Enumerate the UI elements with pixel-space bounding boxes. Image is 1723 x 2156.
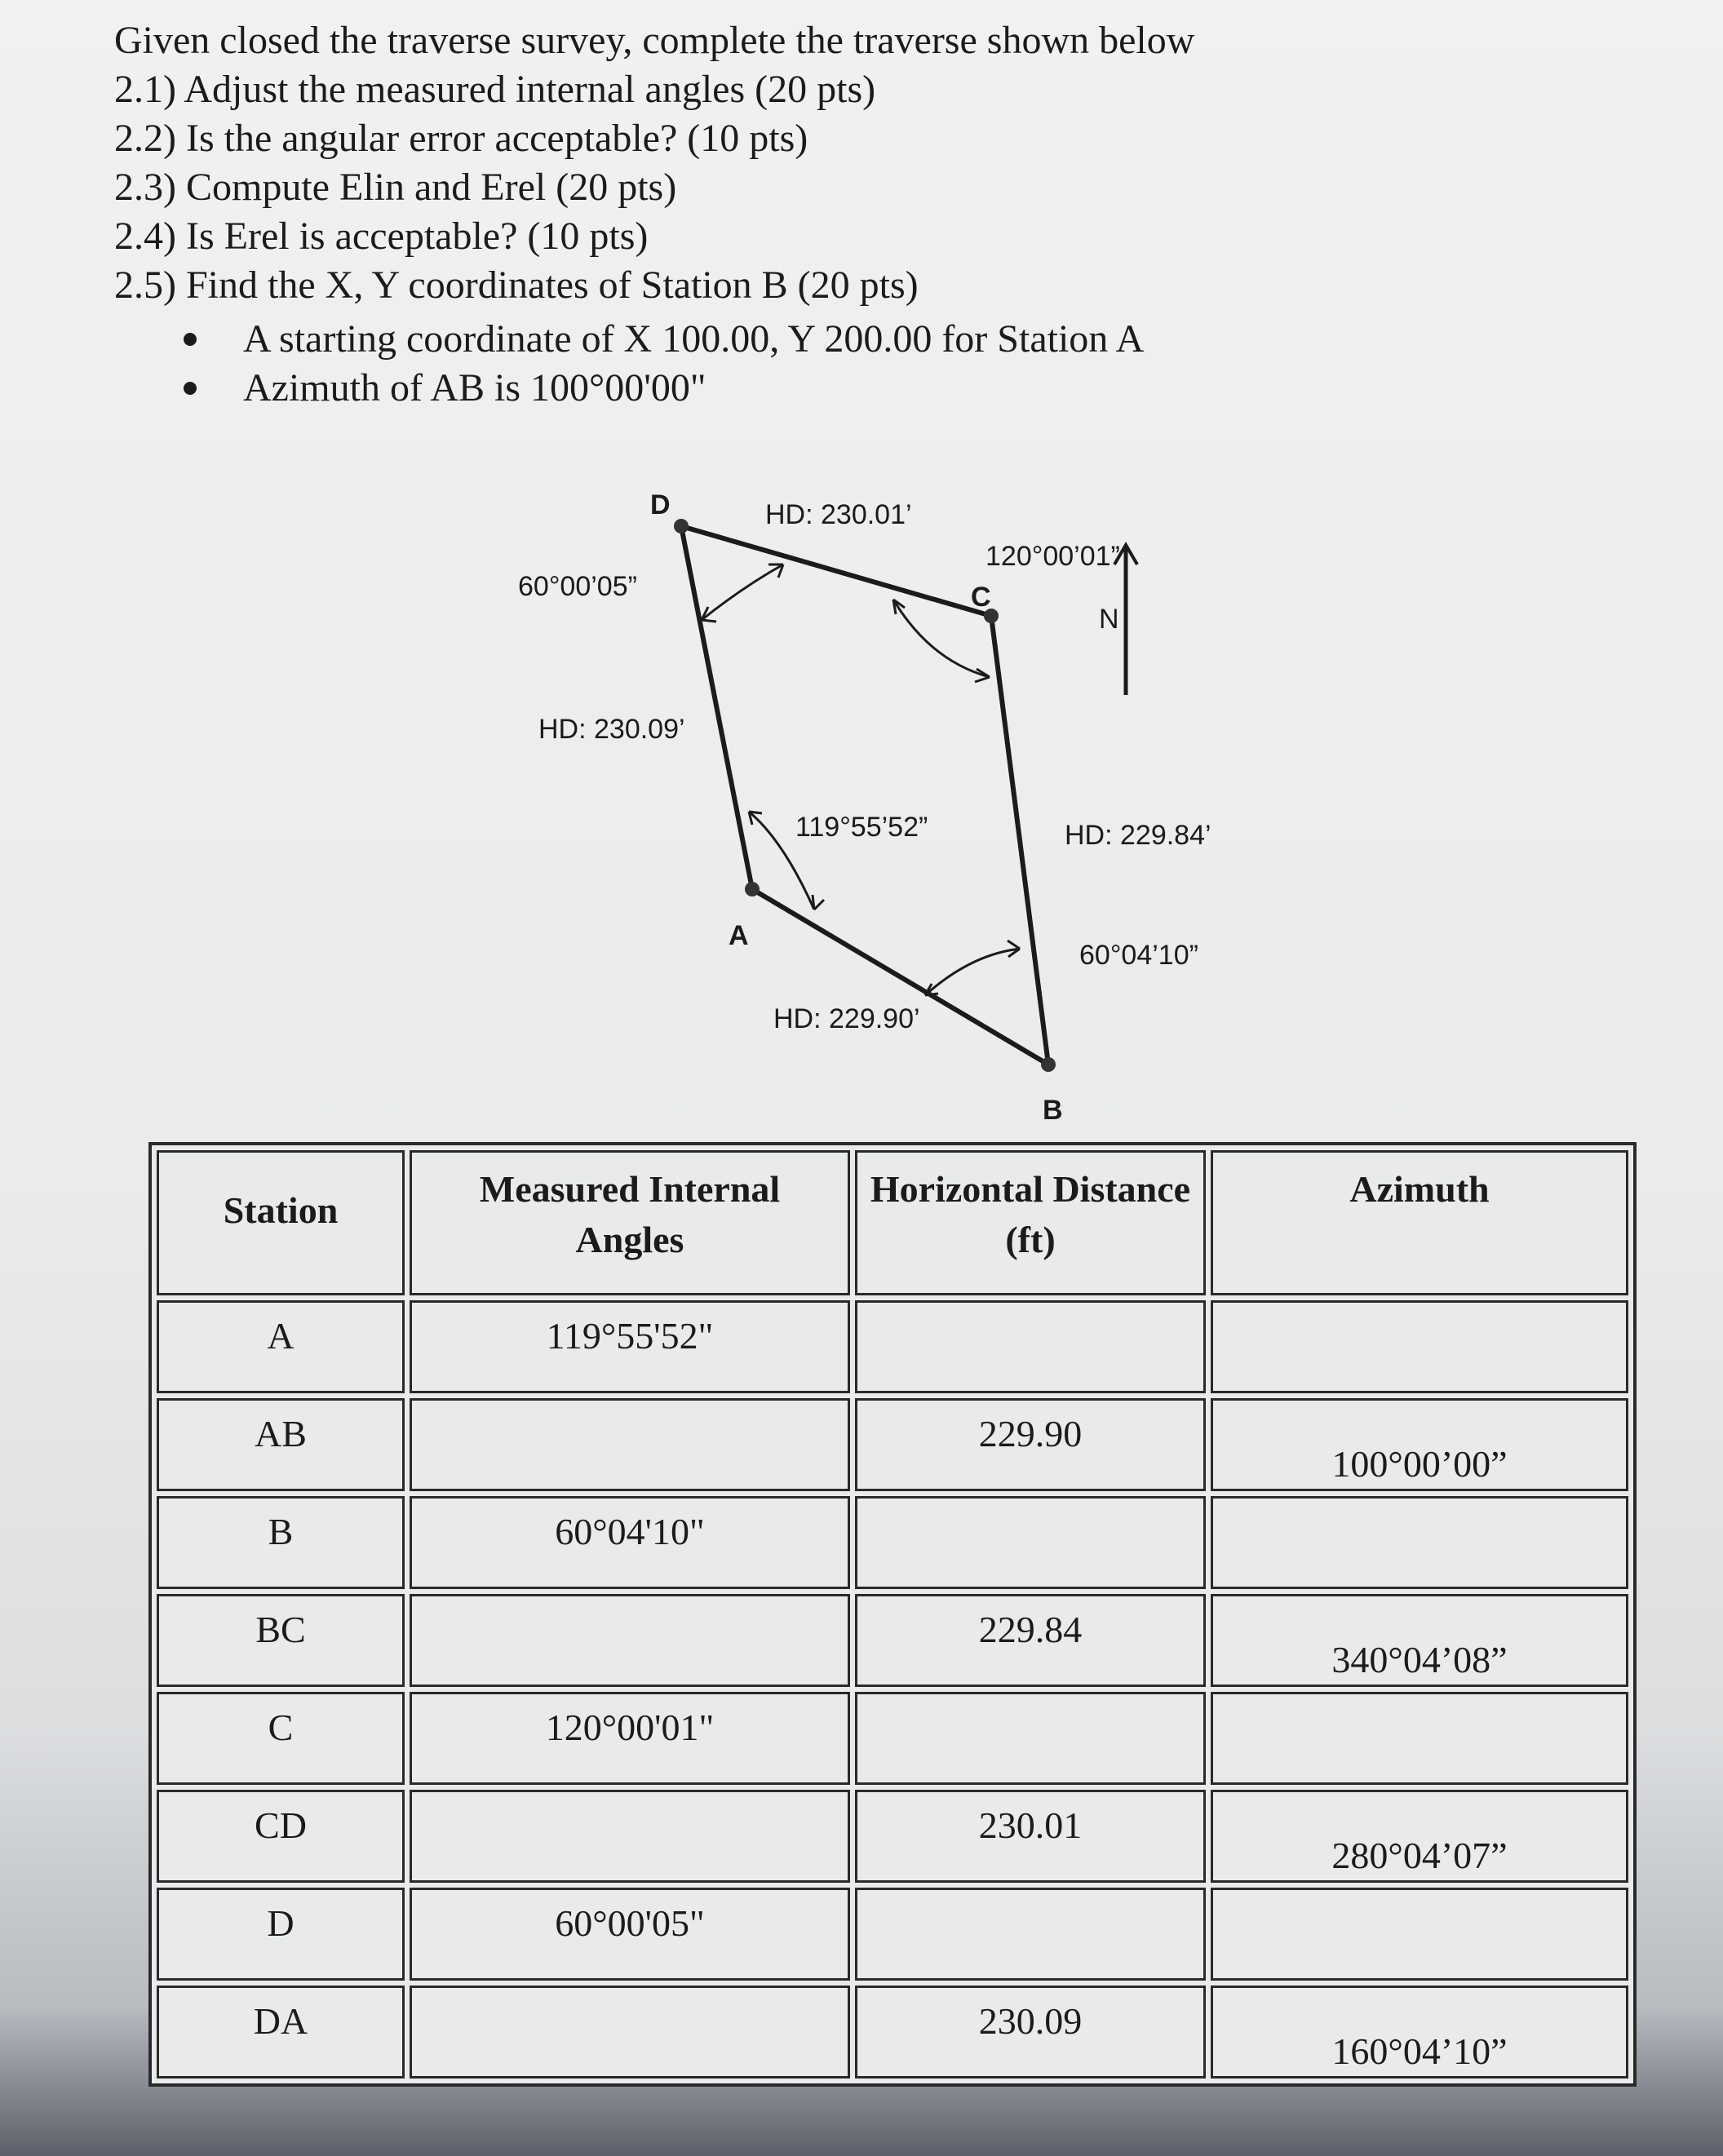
angle-cell[interactable]: 120°00'01" <box>410 1692 850 1785</box>
table-row <box>157 1300 1628 1393</box>
angle-cell[interactable] <box>410 1986 850 2079</box>
angle-cell[interactable]: 119°55'52" <box>410 1300 850 1393</box>
angle-cell[interactable] <box>410 1790 850 1883</box>
north-label: N <box>1099 604 1119 635</box>
station-d-label: D <box>650 489 671 520</box>
distance-cb-label: HD: 229.84’ <box>1065 820 1211 851</box>
table-row <box>157 1398 1628 1491</box>
traverse-polygon <box>681 526 1048 1065</box>
distance-cell[interactable] <box>855 1692 1206 1785</box>
bullet-dot <box>184 382 197 395</box>
azimuth-cell[interactable] <box>1211 1496 1628 1589</box>
azimuth-cell[interactable] <box>1211 1692 1628 1785</box>
header-distance-line2: (ft) <box>1005 1219 1056 1260</box>
header-distance-line1: Horizontal Distance <box>870 1168 1191 1210</box>
azimuth-cell[interactable]: 340°04’08” <box>1211 1594 1628 1687</box>
station-a-label: A <box>729 920 749 951</box>
table-row <box>157 1986 1628 2079</box>
station-cell: D <box>157 1888 405 1981</box>
angle-d-label: 60°00’05” <box>518 571 637 602</box>
task-2-4: 2.4) Is Erel is acceptable? (10 pts) <box>114 215 649 258</box>
azimuth-cell[interactable]: 100°00’00” <box>1211 1398 1628 1491</box>
distance-cell[interactable]: 230.01 <box>855 1790 1206 1883</box>
distance-cell[interactable]: 229.90 <box>855 1398 1206 1491</box>
azimuth-cell[interactable]: 280°04’07” <box>1211 1790 1628 1883</box>
station-cell: A <box>157 1300 405 1393</box>
bullet-start-coordinate: A starting coordinate of X 100.00, Y 200.00 for Station A <box>243 317 1145 361</box>
distance-cell[interactable]: 229.84 <box>855 1594 1206 1687</box>
station-cell: BC <box>157 1594 405 1687</box>
traverse-diagram <box>457 473 1273 1142</box>
header-horizontal-distance <box>855 1150 1206 1295</box>
station-b-label: B <box>1043 1095 1063 1126</box>
station-b-marker <box>1041 1057 1056 1072</box>
table-row <box>157 1594 1628 1687</box>
table-row <box>157 1496 1628 1589</box>
station-cell: CD <box>157 1790 405 1883</box>
station-cell: AB <box>157 1398 405 1491</box>
header-measured-angles <box>410 1150 850 1295</box>
azimuth-cell[interactable] <box>1211 1888 1628 1981</box>
angle-cell[interactable]: 60°00'05" <box>410 1888 850 1981</box>
angle-cell[interactable] <box>410 1594 850 1687</box>
azimuth-cell[interactable] <box>1211 1300 1628 1393</box>
table-header-row <box>157 1150 1628 1295</box>
task-2-5: 2.5) Find the X, Y coordinates of Station B (20 pts) <box>114 263 919 307</box>
angle-c-label: 120°00’01” <box>986 541 1120 572</box>
header-azimuth: Azimuth <box>1211 1150 1628 1295</box>
distance-dc-label: HD: 230.01’ <box>765 499 912 530</box>
table-row <box>157 1790 1628 1883</box>
header-angle-line1: Measured Internal <box>479 1168 781 1210</box>
station-d-marker <box>674 519 689 533</box>
distance-ab-label: HD: 229.90’ <box>773 1003 920 1034</box>
distance-da-label: HD: 230.09’ <box>538 714 685 745</box>
station-c-label: C <box>971 582 991 613</box>
station-cell: DA <box>157 1986 405 2079</box>
angle-cell[interactable]: 60°04'10" <box>410 1496 850 1589</box>
header-station: Station <box>157 1150 405 1295</box>
task-2-1: 2.1) Adjust the measured internal angles (20 pts) <box>114 68 876 111</box>
station-a-marker <box>745 882 760 896</box>
traverse-table <box>148 1142 1637 2087</box>
bullet-dot <box>184 333 197 346</box>
header-angle-line2: Angles <box>575 1219 684 1260</box>
distance-cell[interactable]: 230.09 <box>855 1986 1206 2079</box>
task-2-3: 2.3) Compute Elin and Erel (20 pts) <box>114 166 677 209</box>
distance-cell[interactable] <box>855 1300 1206 1393</box>
angle-a-label: 119°55’52” <box>795 812 928 843</box>
angle-d-arc <box>702 564 783 620</box>
azimuth-cell[interactable]: 160°04’10” <box>1211 1986 1628 2079</box>
task-2-2: 2.2) Is the angular error acceptable? (10 pts) <box>114 117 808 160</box>
angle-b-label: 60°04’10” <box>1079 940 1198 971</box>
angle-b-arc <box>925 949 1020 995</box>
station-cell: C <box>157 1692 405 1785</box>
distance-cell[interactable] <box>855 1888 1206 1981</box>
station-cell: B <box>157 1496 405 1589</box>
bullet-azimuth-ab: Azimuth of AB is 100°00'00" <box>243 366 706 410</box>
angle-cell[interactable] <box>410 1398 850 1491</box>
table-row <box>157 1692 1628 1785</box>
distance-cell[interactable] <box>855 1496 1206 1589</box>
problem-heading: Given closed the traverse survey, complete the traverse shown below <box>114 19 1195 62</box>
table-row <box>157 1888 1628 1981</box>
